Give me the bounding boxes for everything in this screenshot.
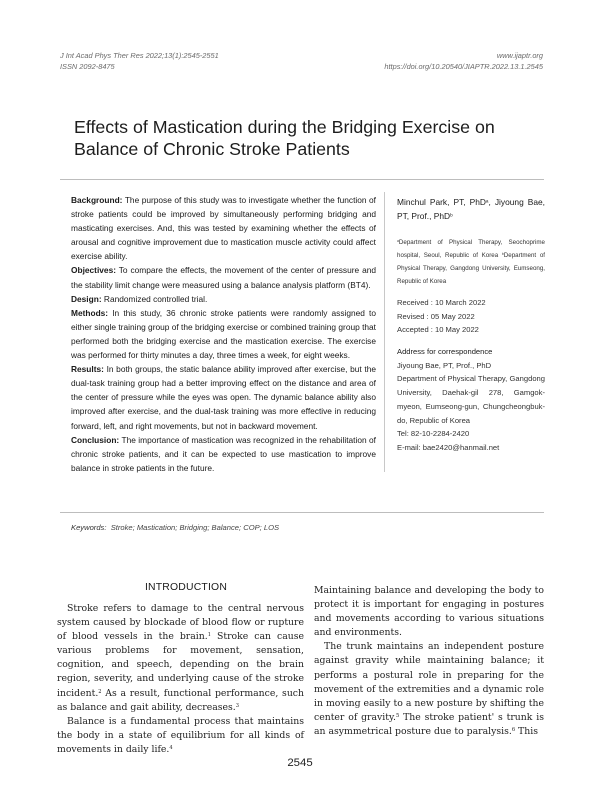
methods-label: Methods: [71,307,109,318]
body-column-right [314,584,544,739]
keywords [71,523,279,532]
intro-p3-text-b: The stroke patient' s trunk is an asymmetrical posture due to paralysis. [314,711,544,737]
objectives-label: Objectives: [71,265,116,276]
conclusion-text: The importance of mastication was recognized in the rehabilitation of chronic stroke patients, and it can be expected to use mastication to improve balance in stroke patients in the future. [71,434,376,473]
abstract-results [71,362,376,432]
author-2: , Jiyoung Bae, PT, Prof., PhD [397,197,546,222]
page-number: 2545 [287,757,313,769]
correspondence-address: Department of Physical Therapy, Gangdong University, Daehak-gil 278, Gamgok-myeon, Eumseong-gun, Chungcheongbuk-do, Republic of Korea [397,374,545,425]
running-header-left [60,51,219,72]
methods-text: In this study, 36 chronic stroke patients were randomly assigned to either single training group of the bridging exercise or combined training group that performed both the bridging exercise and the mastication exercise. The exercise was performed for thirty minutes a day, three times a week, for eight weeks. [71,307,376,361]
intro-p3-text-a: The trunk maintains an independent posture against gravity while maintaining balance; it performs a postural role in preparing for the movement of the extremities and a dynamic role in moving easily to a new posture by shifting the center of gravity. [314,641,544,723]
abstract-conclusion [71,433,376,475]
design-text: Randomized controlled trial. [101,293,208,304]
citation-ref-5: 5 [395,713,400,720]
intro-p1-text-b: Stroke can cause various problems for movement, sensation, cognition, and speech, depending on the brain region, severity, and underlying cause of the stroke incident. [57,631,304,699]
abstract-background [71,193,376,263]
intro-p3-text-c: This [515,725,538,737]
title-divider [60,179,544,180]
citation-ref-1: 1 [207,632,211,639]
received-date: Received : 10 March 2022 [397,298,486,307]
affil-b-text: Department of Physical Therapy, Gangdong University, Eumseong, Republic of Korea [397,252,545,285]
keywords-label: Keywords: [71,523,107,532]
correspondence [397,345,545,455]
revised-date: Revised : 05 May 2022 [397,311,475,321]
correspondence-name: Jiyoung Bae, PT, Prof., PhD [397,360,492,370]
citation-ref-2: 2 [98,688,102,695]
abstract-design [71,292,376,306]
intro-paragraph-2 [57,715,304,757]
introduction-heading: INTRODUCTION [144,582,228,593]
journal-website-link[interactable]: www.ijaptr.org [496,51,543,60]
citation-ref-6: 6 [511,727,516,734]
accepted-date: Accepted : 10 May 2022 [397,325,479,335]
author-list [397,195,545,223]
abstract-methods [71,306,376,362]
intro-p2-text-a: Balance is a fundamental process that maintains the body in a state of equilibrium for all kinds of movements in daily life. [57,715,304,755]
keywords-text: Stroke; Mastication; Bridging; Balance; COP; LOS [110,523,280,532]
affil-b-mark: b [501,252,504,257]
issn: ISSN 2092-8475 [60,61,115,71]
keywords-divider [60,512,544,513]
abstract-objectives [71,263,376,291]
results-label: Results: [71,364,104,375]
background-text: The purpose of this study was to investigate whether the function of stroke patients could be improved by simultaneously performing bridging and masticating exercises. And, this was tested by examining whether the effects of arousal and cognitive improvement due to mastication muscle activity could affect exercise ability. [71,195,376,262]
running-header-right [384,51,543,72]
objectives-text: To compare the effects, the movement of the center of pressure and the stability limit change were measured using a balance analysis platform (BT4). [71,265,376,290]
author-2-affil-mark: b [450,212,453,218]
citation-ref-3: 3 [235,702,240,709]
body-column-left [57,602,304,757]
journal-citation: J Int Acad Phys Ther Res 2022;13(1):2545-2551 [60,51,219,60]
author-1-affil-mark: a [485,198,489,204]
conclusion-label: Conclusion: [71,434,120,445]
author-1: Minchul Park, PT, PhD [397,197,486,207]
intro-p1-text-a: Stroke refers to damage to the central nervous system caused by blockade of blood flow or rupture of blood vessels in the brain. [57,603,304,643]
intro-p1-text-c: As a result, functional performance, such as balance and gait ability, decreases. [57,687,304,713]
intro-paragraph-1 [57,602,304,715]
affil-a-text: Department of Physical Therapy, Seochoprime hospital, Seoul, Republic of Korea [397,239,545,259]
correspondence-title: Address for correspondence [397,347,493,356]
column-divider [384,192,385,472]
intro-p2-continuation: Maintaining balance and developing the body to protect it is important for engaging in postures and movements according to various situations and environments. [314,585,544,639]
affiliations [397,236,545,288]
abstract [71,193,376,475]
doi-link[interactable]: https://doi.org/10.20540/JIAPTR.2022.13.1.2545 [384,61,543,71]
citation-ref-4: 4 [169,745,173,752]
correspondence-email[interactable]: E-mail: bae2420@hanmail.net [397,442,500,452]
results-text: In both groups, the static balance ability improved after exercise, but the dual-task training group had a better improving effect on the distance and area of the center of pressure while the eyes was open. The dynamic balance ability also improved after exercise, and the dual-task training was more effective in reducing forward, left, and right movements, but not in backward movement. [71,364,376,431]
background-label: Background: [71,195,123,205]
article-title: Effects of Mastication during the Bridging Exercise on Balance of Chronic Stroke Patients [74,117,495,159]
article-dates [397,296,545,337]
design-label: Design: [71,293,102,304]
affil-a-mark: a [397,239,399,244]
correspondence-tel: Tel: 82-10-2284-2420 [397,429,470,439]
intro-paragraph-3 [314,640,544,739]
